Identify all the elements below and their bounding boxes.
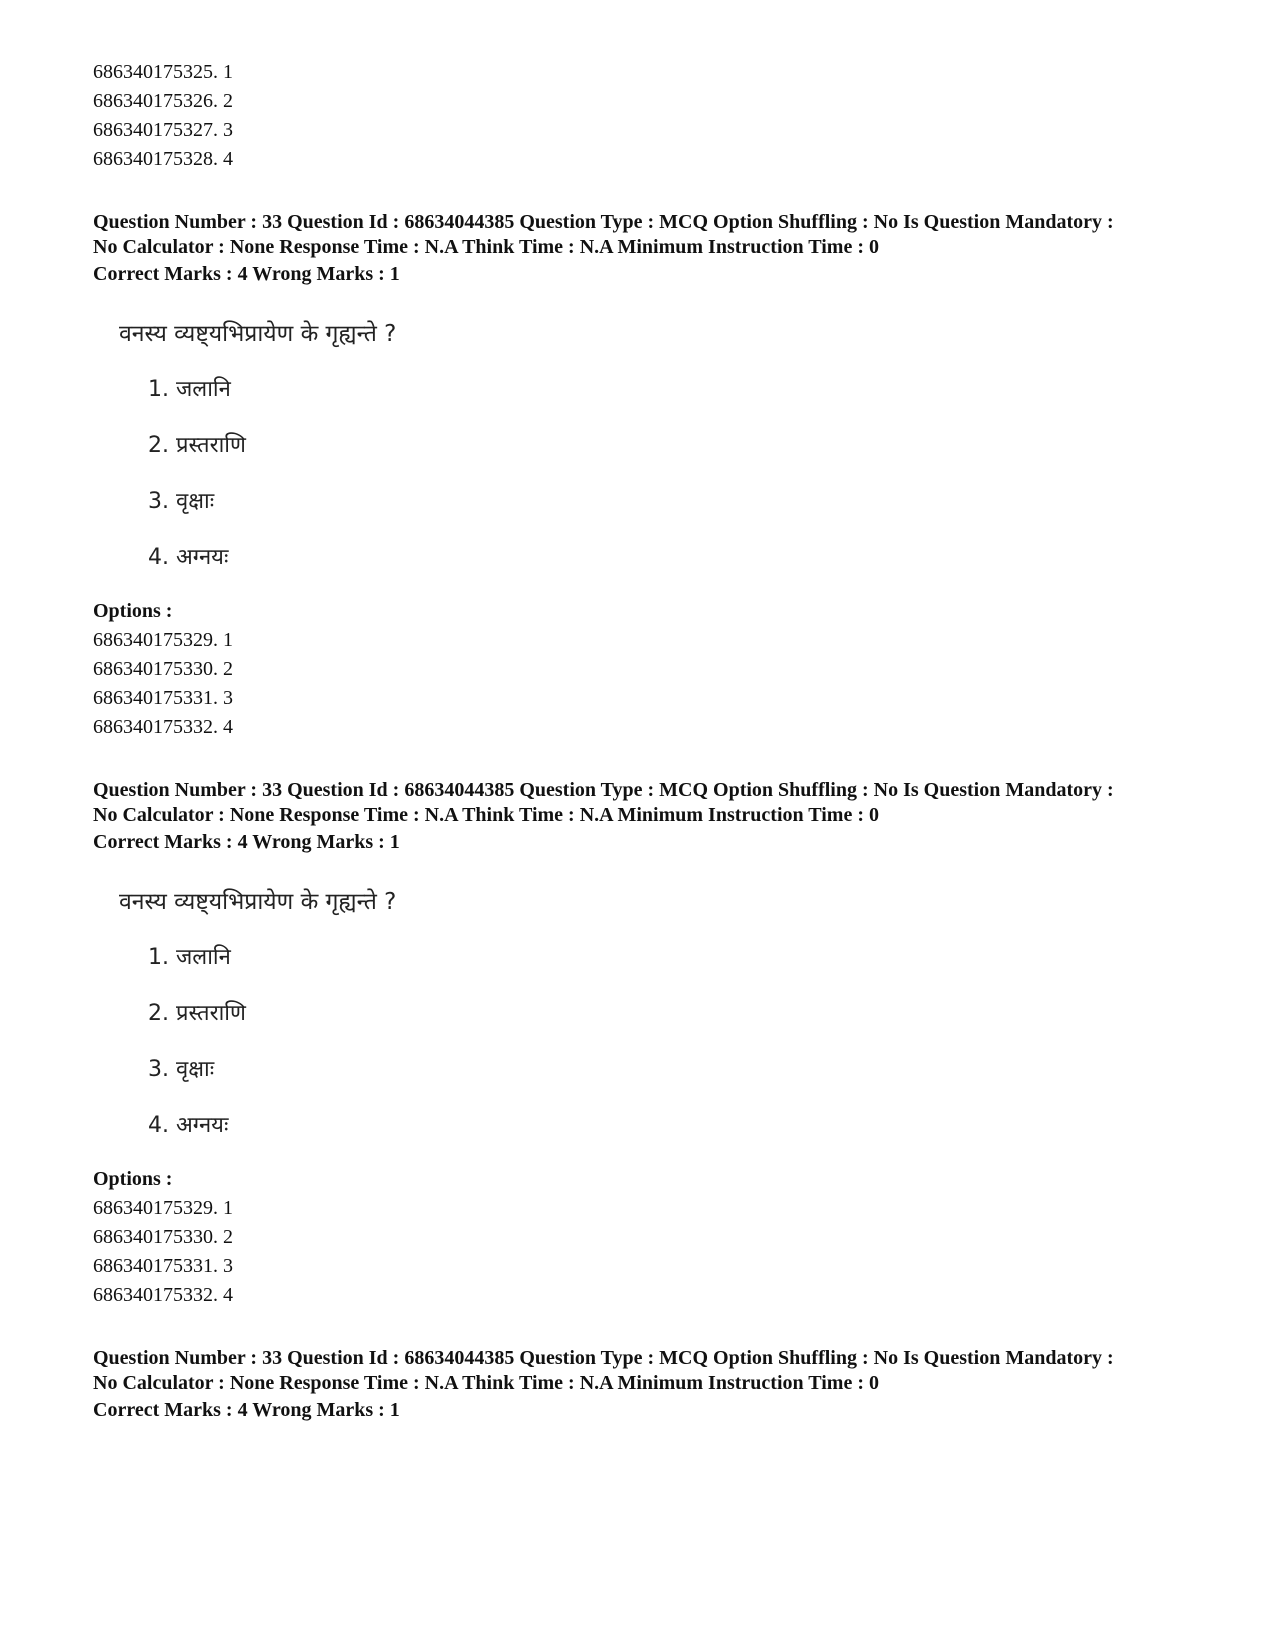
option-line: 686340175326. 2	[93, 90, 233, 112]
option-line: 686340175330. 2	[93, 1226, 233, 1248]
options-label: Options :	[93, 1168, 173, 1190]
question-block	[93, 210, 1193, 742]
question-marks: Correct Marks : 4 Wrong Marks : 1	[93, 263, 400, 285]
option-line: 686340175329. 1	[93, 629, 233, 651]
question-text: वनस्य व्यष्ट्यभिप्रायेण के गृह्यन्ते ?	[119, 321, 397, 347]
question-choice: 3. वृक्षाः	[148, 1057, 215, 1082]
question-block	[93, 1346, 1193, 1425]
option-line: 686340175331. 3	[93, 687, 233, 709]
question-header-line-1: Question Number : 33 Question Id : 68634044385 Question Type : MCQ Option Shuffling : No Is Question Mandatory :	[93, 1347, 1114, 1369]
question-header-line-2: No Calculator : None Response Time : N.A Think Time : N.A Minimum Instruction Time : 0	[93, 1372, 879, 1394]
option-line: 686340175328. 4	[93, 148, 233, 170]
question-header-line-2: No Calculator : None Response Time : N.A Think Time : N.A Minimum Instruction Time : 0	[93, 236, 879, 258]
question-choice: 1. जलानि	[148, 945, 231, 970]
question-choice: 2. प्रस्तराणि	[148, 433, 246, 458]
option-line: 686340175331. 3	[93, 1255, 233, 1277]
question-choice: 1. जलानि	[148, 377, 231, 402]
question-header-line-2: No Calculator : None Response Time : N.A Think Time : N.A Minimum Instruction Time : 0	[93, 804, 879, 826]
question-block	[93, 778, 1193, 1310]
question-choice: 2. प्रस्तराणि	[148, 1001, 246, 1026]
question-text: वनस्य व्यष्ट्यभिप्रायेण के गृह्यन्ते ?	[119, 889, 397, 915]
options-label: Options :	[93, 600, 173, 622]
option-line: 686340175332. 4	[93, 716, 233, 738]
document-page	[93, 58, 1193, 1425]
previous-options-list	[93, 58, 1193, 174]
option-line: 686340175327. 3	[93, 119, 233, 141]
question-marks: Correct Marks : 4 Wrong Marks : 1	[93, 1399, 400, 1421]
option-line: 686340175330. 2	[93, 658, 233, 680]
question-header-line-1: Question Number : 33 Question Id : 68634044385 Question Type : MCQ Option Shuffling : No Is Question Mandatory :	[93, 779, 1114, 801]
option-line: 686340175332. 4	[93, 1284, 233, 1306]
option-line: 686340175329. 1	[93, 1197, 233, 1219]
question-header-line-1: Question Number : 33 Question Id : 68634044385 Question Type : MCQ Option Shuffling : No Is Question Mandatory :	[93, 211, 1114, 233]
option-line: 686340175325. 1	[93, 61, 233, 83]
question-choice: 3. वृक्षाः	[148, 489, 215, 514]
question-marks: Correct Marks : 4 Wrong Marks : 1	[93, 831, 400, 853]
question-choice: 4. अग्नयः	[148, 545, 229, 570]
question-choice: 4. अग्नयः	[148, 1113, 229, 1138]
